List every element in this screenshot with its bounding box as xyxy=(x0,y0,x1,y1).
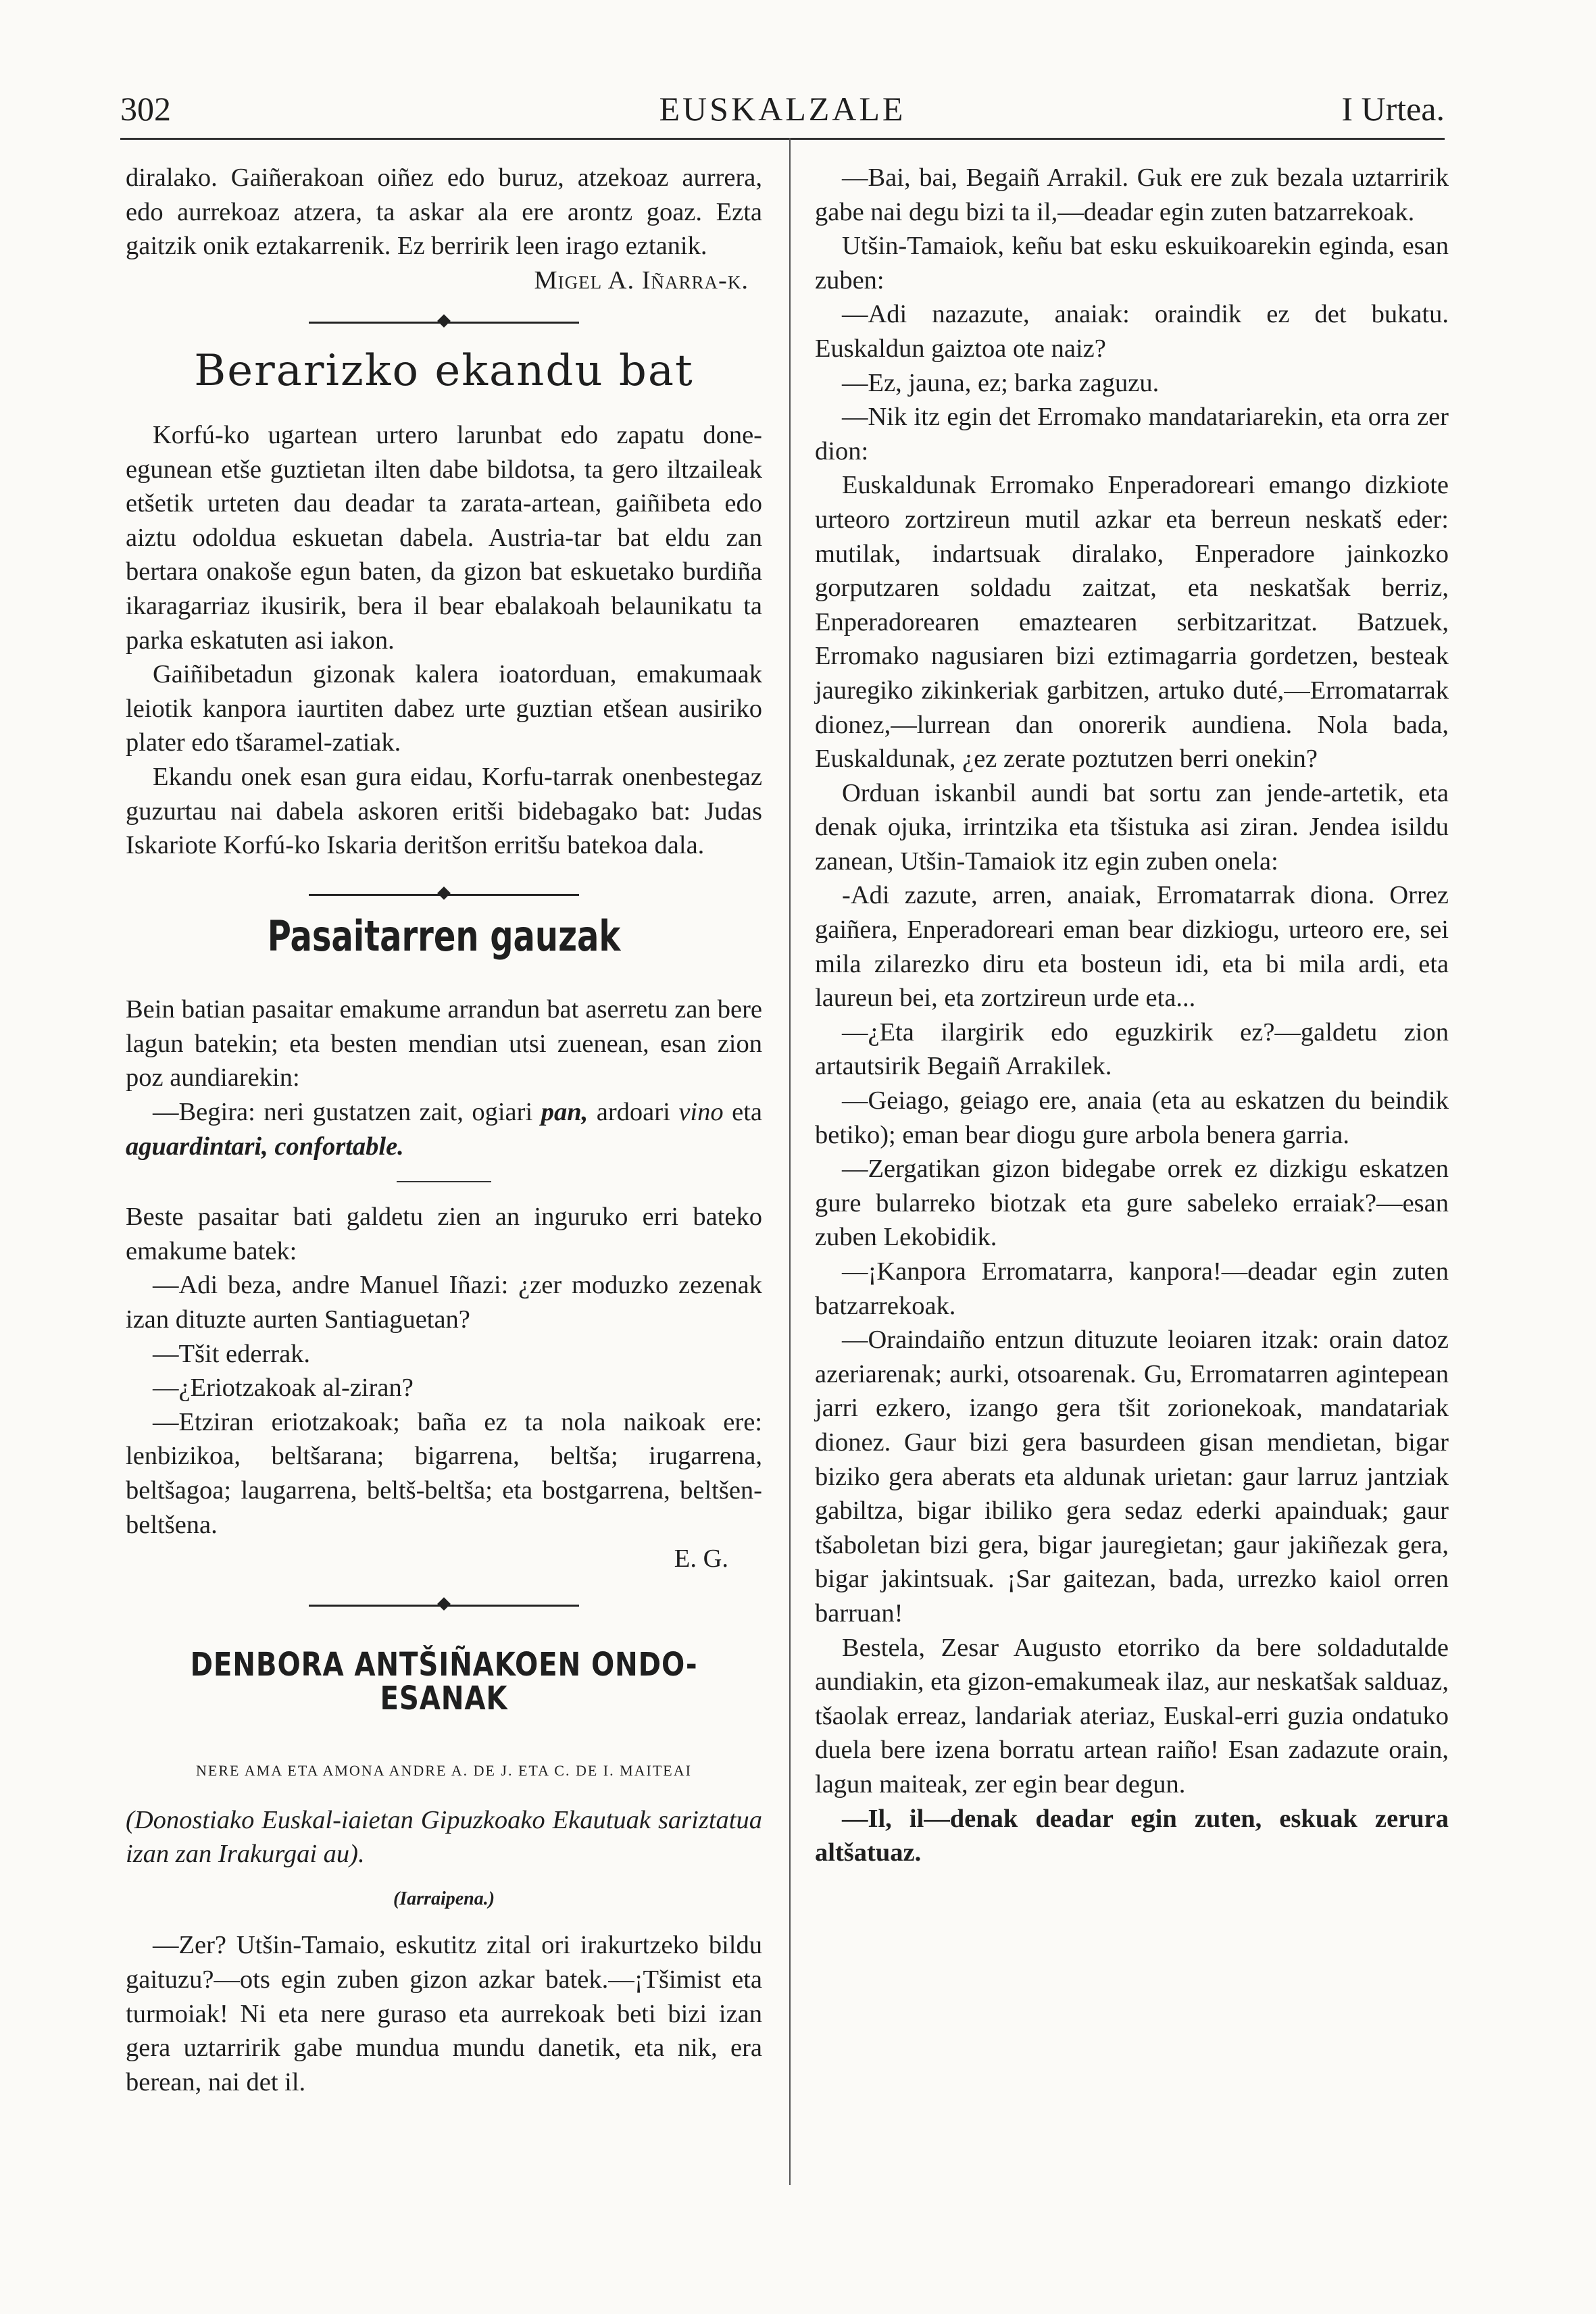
dedication: NERE AMA ETA AMONA ANDRE A. DE J. ETA C. DE I. MAITEAI xyxy=(196,1761,692,1779)
paragraph: —Nik itz egin det Erromako mandatariarekin, eta orra zer dion: xyxy=(815,403,1449,466)
paragraph: Euskaldunak Erromako Enperadoreari emango dizkiote urteoro zortzireun mutil azkar eta berreun neskatš eder: mutilak, indartsuak diralako, Enperadore jainkozko gorputzaren soldadu zaitzat, eta neskatšak berriz, Enperadorearen emaztearen serbitzaritzat. Batzuek, Erromako nagusiaren bizi eztimagarria gordetzen, besteak jauregiko zikinkeriak garbitzen, artuko duté,—Erromatarrak dionez,—lurrean dan onorerik aundiena. Nola bada, Euskaldunak, ¿ez zerate poztutzen berri onekin? xyxy=(815,471,1449,774)
section-heading: Berarizko ekandu bat xyxy=(194,346,694,397)
paragraph: —¿Eriotzakoak al-ziran? xyxy=(153,1374,414,1403)
paragraph: —Begira: neri gustatzen zait, ogiari pan, ardoari vino eta aguardintari, confortable. xyxy=(126,1098,763,1161)
page-header xyxy=(120,76,1445,143)
ornament-divider xyxy=(309,883,579,906)
paragraph: —Il, il—denak deadar egin zuten, eskuak zerura altšatuaz. xyxy=(815,1804,1449,1867)
ornament-divider xyxy=(309,1594,579,1617)
paragraph: —Ez, jauna, ez; barka zaguzu. xyxy=(842,368,1159,397)
page-number: 302 xyxy=(120,90,171,128)
continuation-label: (Iarraipena.) xyxy=(393,1888,495,1909)
section-heading: DENBORA ANTŠIÑAKOEN ONDO-ESANAK xyxy=(190,1645,698,1718)
paragraph: Bestela, Zesar Augusto etorriko da bere soldadutalde aundiakin, eta gizon-emakumeak ilaz, aur neskatšak salduaz, tšaolak erreaz, landariak ateriaz, Euskal-erri guzia ondatuko duela bere izena borratu artean raiño! Esan zadazute orain, lagun maiteak, zer egin bear degun. xyxy=(815,1633,1449,1799)
paragraph: Beste pasaitar bati galdetu zien an inguruko erri bateko emakume batek: xyxy=(126,1203,762,1265)
paragraph: —Geiago, geiago ere, anaia (eta au eskatzen du beindik betiko); eman bear diogu gure arbola benera garria. xyxy=(815,1086,1449,1149)
paragraph: (Donostiako Euskal-iaietan Gipuzkoako Ekautuak sariztatua izan zan Irakurgai au). xyxy=(126,1805,762,1869)
paragraph: -Adi zazute, arren, anaiak, Erromatarrak diona. Orrez gaiñera, Enperadoreari eman bear dizkiogu, urteoro ere, sei mila zilarezko diru eta bosteun idi, eta bi mila ardi, eta laureun bei, eta zortzireun urde eta... xyxy=(815,881,1449,1013)
paragraph: —Adi beza, andre Manuel Iñazi: ¿zer moduzko zezenak izan dituzte aurten Santiaguetan? xyxy=(126,1271,762,1334)
paragraph: Bein batian pasaitar emakume arrandun bat aserretu zan bere lagun batekin; eta besten mendian utsi zuenean, esan zion poz aundiarekin: xyxy=(126,995,762,1092)
paragraph: Gaiñibetadun gizonak kalera ioatorduan, emakumaak leiotik kanpora iaurtiten dabez urte guztian etšean ausiriko plater edo tšaramel-zatiak. xyxy=(126,660,762,757)
header-rule xyxy=(120,138,1445,140)
section-heading: Pasaitarren gauzak xyxy=(267,911,621,961)
journal-title: EUSKALZALE xyxy=(659,90,906,128)
left-column xyxy=(126,161,762,2099)
right-column xyxy=(815,161,1449,1870)
paragraph: Korfú-ko ugartean urtero larunbat edo zapatu done-egunean etše guztietan ilten dabe bildotsa, ta gero iltzaileak etšetik urteten dau deadar ta zarata-artean, gaiñibeta edo aiztu odoldua eskuetan dabela. Austria-tar bat eldu zan bertara onakoše egun baten, da gizon bat eskuetako burdiña ikaragarriaz ikusirik, bera il bear ebalakoah belaunikatu ta parka eskatuten asi iakon. xyxy=(126,420,762,655)
ornament-divider xyxy=(309,311,579,334)
paragraph: Ekandu onek esan gura eidau, Korfu-tarrak onenbestegaz guzurtau nai dabela askoren eritši bidebagako bat: Judas Iskariote Korfú-ko Iskaria deritšon erritšu batekoa dala. xyxy=(126,762,762,860)
year-label: I Urtea. xyxy=(1341,90,1445,128)
column-divider xyxy=(789,138,791,2185)
paragraph: —Tšit ederrak. xyxy=(153,1339,311,1368)
paragraph: Utšin-Tamaiok, keñu bat esku eskuikoarekin eginda, esan zuben: xyxy=(815,232,1449,295)
paragraph: —Zergatikan gizon bidegabe orrek ez dizkigu eskatzen gure bularreko biotzak eta gure sabeleko erraiak?—esan zuben Lekobidik. xyxy=(815,1155,1449,1252)
paragraph: diralako. Gaiñerakoan oiñez edo buruz, atzekoaz aurrera, edo aurrekoaz atzera, ta askar ala ere arontz goaz. Ezta gaitzik onik eztakarrenik. Ez berririk leen irago eztanik. xyxy=(126,164,762,261)
paragraph: —Adi nazazute, anaiak: oraindik ez det bukatu. Euskaldun gaiztoa ote naiz? xyxy=(815,300,1449,363)
signature: Migel A. Iñarra-k. xyxy=(534,266,749,295)
paragraph: —¿Eta ilargirik edo eguzkirik ez?—galdetu zion artautsirik Begaiñ Arrakilek. xyxy=(815,1017,1449,1081)
paragraph: —Bai, bai, Begaiñ Arrakil. Guk ere zuk bezala uztarririk gabe nai degu bizi ta il,—deadar egin zuten batzarrekoak. xyxy=(815,164,1449,226)
paragraph: —Zer? Utšin-Tamaio, eskutitz zital ori irakurtzeko bildu gaituzu?—ots egin zuben gizon azkar batek.—¡Tšimist eta turmoiak! Ni eta nere guraso eta aurrekoak beti bizi izan gera uztarririk gabe mundua mundu danetik, eta nik, era berean, nai det il. xyxy=(126,1931,762,2096)
paragraph: —Oraindaiño entzun dituzute leoiaren itzak: orain datoz azeriarenak; aurki, otsoarenak. Gu, Erromatarren agintepean jarri ezkero, izango gera tšit zorionekoak, mandatariak dionez. Gaur bizi gera basurdeen gisan mendietan, bigar biziko gera aberats eta aldunak urietan: gaur larruz jantziak gabiltza, bigar ibiliko gera sedaz ederki apainduak; gaur tšaboletan bizi gera, bigar jauregietan; gaur jakiñezak gera, bigar jakintsuak. ¡Sar gaitezan, bada, urrezko kaiol orren barruan! xyxy=(815,1326,1449,1628)
paragraph: —Etziran eriotzakoak; baña ez ta nola naikoak ere: lenbizikoa, beltšarana; bigarrena, beltša; irugarrena, beltšagoa; laugarrena, beltš-beltša; eta bostgarrena, beltšen-beltšena. xyxy=(126,1407,762,1539)
paragraph: —¡Kanpora Erromatarra, kanpora!—deadar egin zuten batzarrekoak. xyxy=(815,1257,1449,1320)
signature: E. G. xyxy=(674,1544,728,1574)
paragraph: Orduan iskanbil aundi bat sortu zan jende-artetik, eta denak ojuka, irrintzika eta tšistuka asi ziran. Jendea isildu zanean, Utšin-Tamaiok itz egin zuben onela: xyxy=(815,778,1449,876)
section-rule xyxy=(397,1181,491,1182)
